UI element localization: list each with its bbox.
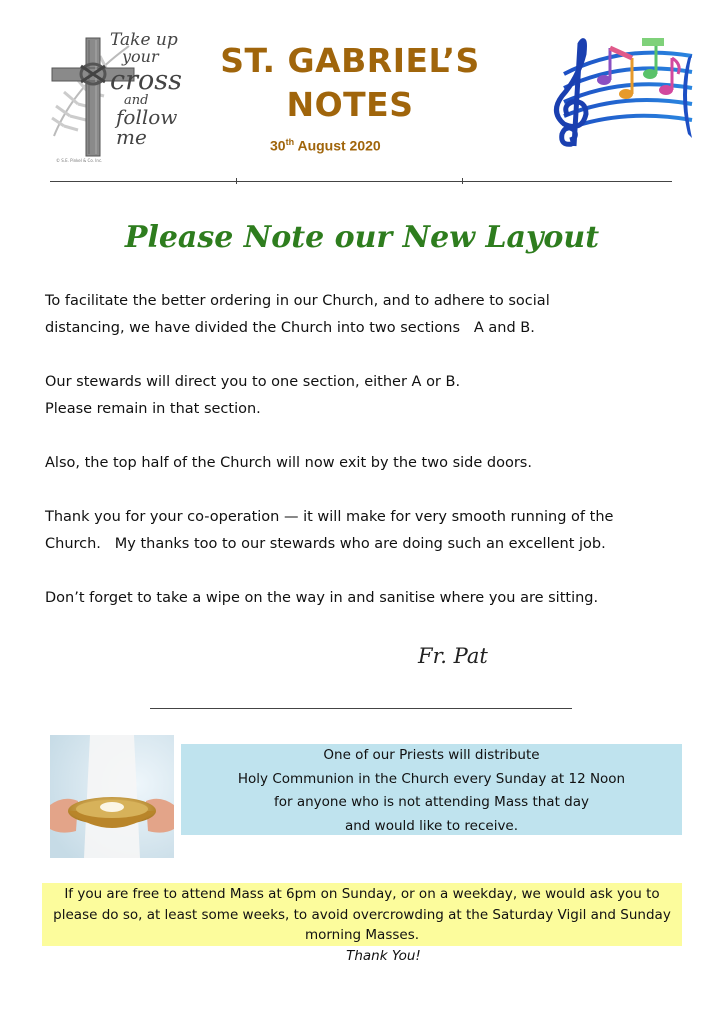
paragraph-thanks [45, 504, 685, 558]
notice-line-text: morning Masses. [304, 927, 420, 943]
date-suffix: th [285, 137, 295, 147]
paragraph-line: Our stewards will direct you to one section, either A or B. [45, 374, 461, 390]
logo-caption-line: Take up [110, 30, 178, 50]
signature: Fr. Pat [418, 644, 488, 668]
notice-line-3 [42, 925, 682, 966]
paragraph-line: Please remain in that section. [45, 401, 261, 417]
notice-line: please do so, at least some weeks, to avoid overcrowding at the Saturday Vigil and Sunday [53, 906, 671, 923]
logo-copyright: © S.E. Pinkel & Co. Inc. [56, 158, 103, 163]
newsletter-title: ST. GABRIEL’S [220, 41, 480, 80]
communion-notice-line: One of our Priests will distribute [323, 747, 540, 763]
paragraph-line: Also, the top half of the Church will now exit by the two side doors. [45, 455, 532, 471]
newsletter-subtitle: NOTES [286, 85, 414, 124]
issue-date [270, 137, 381, 154]
logo-caption-line: your [122, 47, 159, 66]
paragraph-line: distancing, we have divided the Church into two sections A and B. [45, 320, 535, 336]
mass-attendance-notice [42, 883, 682, 964]
logo-caption-line: cross [110, 65, 182, 96]
paragraph-line: Church. My thanks too to our stewards who are doing such an excellent job. [45, 536, 606, 552]
logo-caption-line: follow me [116, 105, 178, 149]
header-divider [50, 181, 672, 182]
paragraph-sections [45, 288, 685, 342]
header-divider-tick [462, 178, 463, 184]
header-divider-tick [236, 178, 237, 184]
headline: Please Note our New Layout [124, 220, 600, 255]
communion-notice-line: and would like to receive. [344, 817, 519, 834]
paragraph-line: Thank you for your co-operation — it will make for very smooth running of the [45, 509, 614, 525]
communion-notice-line: Holy Communion in the Church every Sunday at 12 Noon [237, 770, 626, 787]
notice-line: If you are free to attend Mass at 6pm on Sunday, or on a weekday, we would ask you to [64, 886, 660, 902]
date-month-year: August 2020 [297, 137, 381, 154]
signature-divider [150, 708, 572, 709]
communion-notice [181, 744, 682, 835]
paragraph-exit [45, 450, 685, 477]
paragraph-line: To facilitate the better ordering in our Church, and to adhere to social [45, 293, 550, 309]
music-notes-image [542, 34, 696, 156]
paragraph-stewards [45, 369, 685, 423]
logo-caption [110, 32, 200, 147]
communion-bowl-image [50, 735, 174, 858]
notice-thanks: Thank You! [346, 947, 421, 964]
logo-caption-line: and [124, 93, 149, 108]
paragraph-wipe [45, 585, 685, 612]
communion-notice-line: for anyone who is not attending Mass that day [274, 794, 589, 810]
paragraph-line: Don’t forget to take a wipe on the way in and sanitise where you are sitting. [45, 590, 599, 606]
date-day: 30 [270, 137, 286, 154]
